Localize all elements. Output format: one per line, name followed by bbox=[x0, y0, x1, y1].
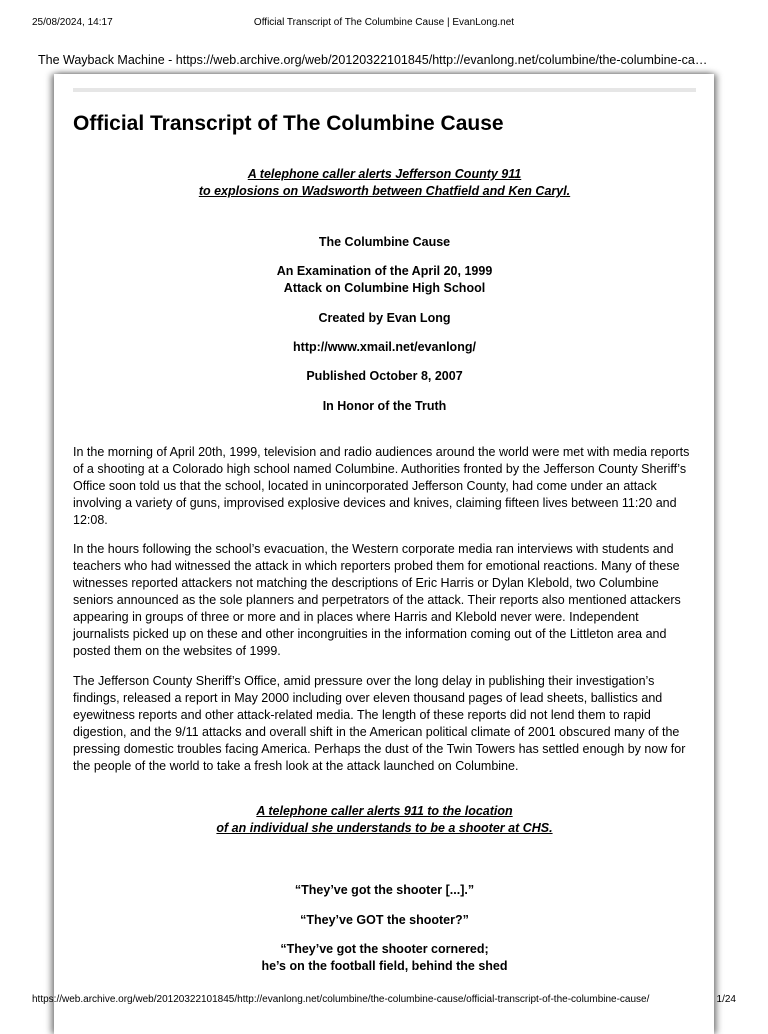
transcript-quote: “They’ve GOT the shooter?” bbox=[300, 913, 469, 927]
transcript-quote: “They’ve got the shooter [...].” bbox=[294, 883, 475, 897]
author-url: http://www.xmail.net/evanlong/ bbox=[293, 340, 476, 354]
creator-credit: Created by Evan Long bbox=[318, 311, 451, 325]
print-footer bbox=[32, 994, 736, 1008]
work-subtitle-line-1: An Examination of the April 20, 1999 bbox=[276, 264, 493, 278]
body-paragraph: The Jefferson County Sheriff’s Office, amid pressure over the long delay in publishing their investigation’s findings, released a report in May 2000 including over eleven thousand pages of lead sheets, ballistics and eyewitness reports and other attack-related media. The length of these reports did not lend them to rapid digestion, and the 9/11 attacks and overall shift in the American political climate of 2001 obscured many of the pressing domestic troubles facing America. Perhaps the dust of the Twin Towers has settled enough by now for the people of the world to take a fresh look at the attack launched on Columbine. bbox=[73, 674, 686, 773]
audio-caption-1-line-1: A telephone caller alerts Jefferson County 911 bbox=[247, 167, 522, 181]
published-date: Published October 8, 2007 bbox=[306, 369, 463, 383]
dedication: In Honor of the Truth bbox=[322, 399, 447, 413]
top-divider bbox=[73, 88, 696, 92]
transcript-quote-line-2: he’s on the football field, behind the shed bbox=[261, 959, 508, 973]
article-title: Official Transcript of The Columbine Cause bbox=[73, 112, 504, 135]
audio-caption-2-line-1: A telephone caller alerts 911 to the location bbox=[256, 804, 513, 818]
print-header bbox=[32, 17, 736, 31]
body-paragraph: In the hours following the school’s evacuation, the Western corporate media ran interviews with students and teachers who had witnessed the attack in which reporters probed them for emotional reactions. Many of these witnesses reported attackers not matching the descriptions of Eric Harris or Dylan Klebold, two Columbine seniors announced as the sole planners and perpetrators of the attack. Their reports also mentioned attackers appearing in groups of three or more and in places where Harris and Klebold never were. Independent journalists picked up on these and other incongruities in the information coming out of the Littleton area and posted them on the websites of 1999. bbox=[73, 542, 681, 658]
audio-caption-1-line-2: to explosions on Wadsworth between Chatfield and Ken Caryl. bbox=[198, 184, 571, 198]
print-datetime: 25/08/2024, 14:17 bbox=[32, 17, 113, 28]
work-name: The Columbine Cause bbox=[318, 235, 451, 249]
work-subtitle-line-2: Attack on Columbine High School bbox=[283, 281, 486, 295]
transcript-quote-line-1: “They’ve got the shooter cornered; bbox=[280, 942, 489, 956]
print-footer-url: https://web.archive.org/web/20120322101845/http://evanlong.net/columbine/the-columbine-cause/official-transcript-of-the-columbine-cause/ bbox=[32, 994, 650, 1005]
page-number: 1/24 bbox=[716, 994, 736, 1005]
wayback-source-line: The Wayback Machine - https://web.archive.org/web/20120322101845/http://evanlong.net/columbine/the-columbine-ca… bbox=[38, 53, 708, 67]
print-page-title: Official Transcript of The Columbine Cause | EvanLong.net bbox=[253, 17, 515, 28]
body-paragraph: In the morning of April 20th, 1999, television and radio audiences around the world were met with media reports of a shooting at a Colorado high school named Columbine. Authorities fronted by the Jefferson County Sheriff’s Office soon told us that the school, located in unincorporated Jefferson County, had come under an attack involving a variety of guns, improvised explosive devices and knives, claiming fifteen lives between 11:20 and 12:08. bbox=[73, 445, 690, 527]
audio-caption-2-line-2: of an individual she understands to be a shooter at CHS. bbox=[216, 821, 553, 835]
